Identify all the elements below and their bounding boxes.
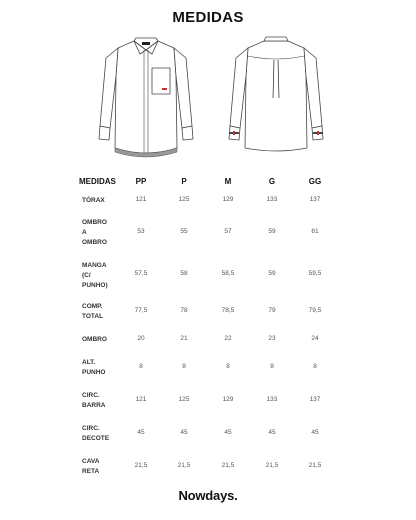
- row-label: COMP. TOTAL: [82, 303, 104, 320]
- table-cell: 23: [268, 335, 276, 342]
- table-cell: 57: [224, 228, 232, 235]
- row-label: CIRC. DECOTE: [82, 425, 110, 442]
- row-label: OMBRO A OMBRO: [82, 219, 107, 246]
- row-label: CAVA RETA: [82, 458, 100, 475]
- size-header-gg: GG: [308, 177, 322, 186]
- table-cell: 79,5: [308, 307, 322, 314]
- table-cell: 125: [178, 196, 190, 203]
- row-label: ALT. PUNHO: [82, 359, 106, 376]
- table-cell: 8: [139, 363, 143, 370]
- table-cell: 55: [180, 228, 188, 235]
- shirt-front-sketch: [96, 36, 196, 162]
- table-cell: 21,5: [221, 462, 235, 469]
- table-cell: 59,5: [308, 270, 322, 277]
- table-cell: 133: [266, 196, 278, 203]
- table-cell: 21,5: [134, 462, 148, 469]
- table-cell: 125: [178, 396, 190, 403]
- table-cell: 133: [266, 396, 278, 403]
- table-cell: 59: [268, 228, 276, 235]
- table-cell: 22: [224, 335, 232, 342]
- table-cell: 129: [222, 196, 234, 203]
- table-header-label: MEDIDAS: [79, 177, 116, 186]
- row-label: TÓRAX: [82, 197, 105, 204]
- brand-logo: Nowdays.: [178, 488, 238, 503]
- table-cell: 45: [224, 429, 232, 436]
- table-cell: 21,5: [308, 462, 322, 469]
- table-cell: 45: [311, 429, 319, 436]
- size-header-m: M: [224, 177, 232, 186]
- table-cell: 121: [135, 196, 147, 203]
- table-cell: 78,5: [221, 307, 235, 314]
- table-cell: 137: [309, 396, 321, 403]
- size-header-p: P: [181, 177, 187, 186]
- table-cell: 58,5: [221, 270, 235, 277]
- table-cell: 24: [311, 335, 319, 342]
- table-cell: 45: [180, 429, 188, 436]
- shirt-back-sketch: [226, 36, 326, 162]
- size-header-pp: PP: [135, 177, 147, 186]
- table-cell: 21,5: [177, 462, 191, 469]
- row-label: MANGA (C/ PUNHO): [82, 262, 108, 289]
- table-cell: 58: [180, 270, 188, 277]
- table-cell: 78: [180, 307, 188, 314]
- table-cell: 79: [268, 307, 276, 314]
- table-cell: 61: [311, 228, 319, 235]
- page-title: MEDIDAS: [172, 9, 244, 26]
- table-cell: 20: [137, 335, 145, 342]
- table-cell: 21: [180, 335, 188, 342]
- table-cell: 129: [222, 396, 234, 403]
- row-label: OMBRO: [82, 336, 107, 343]
- table-cell: 8: [270, 363, 274, 370]
- table-cell: 53: [137, 228, 145, 235]
- table-cell: 57,5: [134, 270, 148, 277]
- table-cell: 21,5: [265, 462, 279, 469]
- table-cell: 8: [182, 363, 186, 370]
- table-cell: 45: [268, 429, 276, 436]
- table-cell: 8: [226, 363, 230, 370]
- table-cell: 45: [137, 429, 145, 436]
- size-header-g: G: [268, 177, 276, 186]
- table-cell: 77,5: [134, 307, 148, 314]
- table-cell: 137: [309, 196, 321, 203]
- table-cell: 59: [268, 270, 276, 277]
- table-cell: 8: [313, 363, 317, 370]
- table-cell: 121: [135, 396, 147, 403]
- row-label: CIRC. BARRA: [82, 392, 106, 409]
